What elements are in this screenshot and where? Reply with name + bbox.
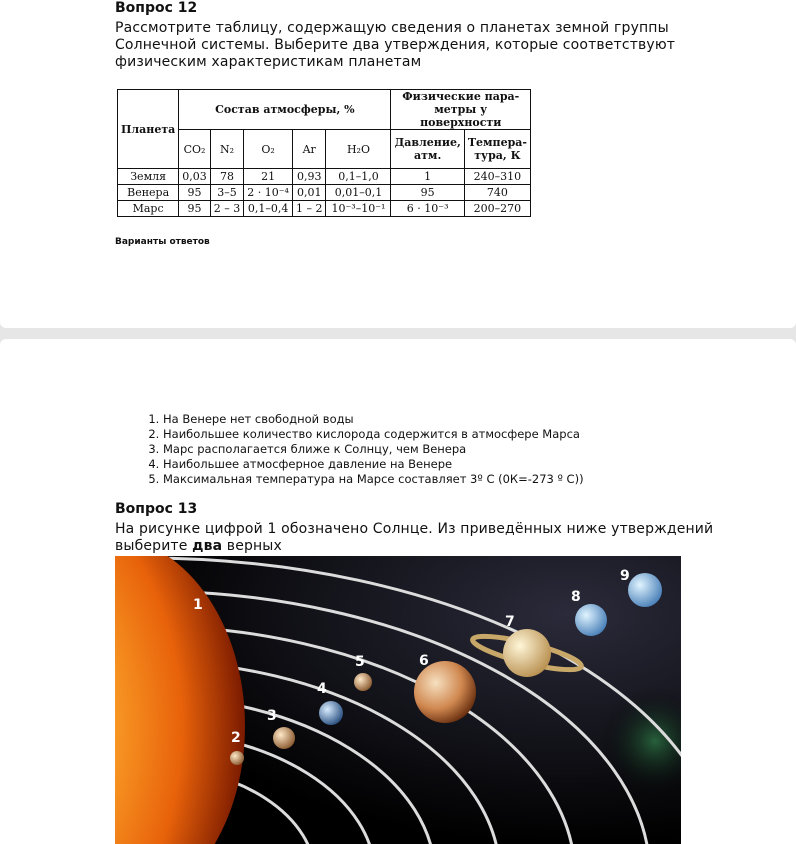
cell-ar: 0,93 <box>292 169 326 185</box>
table-row <box>118 201 531 217</box>
cell-h2o: 10⁻³–10⁻¹ <box>326 201 391 217</box>
question-13-text-part2: верных <box>222 538 282 554</box>
answer-option-5[interactable]: 5. Максимальная температура на Марсе составляет 3º С (0К=-273 º С)) <box>163 472 683 487</box>
col-header-o2: O₂ <box>244 130 293 169</box>
cell-temperature: 740 <box>464 185 530 201</box>
cell-ar: 1 – 2 <box>292 201 326 217</box>
answer-option-3[interactable]: 3. Марс располагается ближе к Солнцу, чем Венера <box>163 442 683 457</box>
label-6: 6 <box>419 653 429 669</box>
solar-system-illustration <box>115 556 681 844</box>
solar-system-image <box>115 556 681 844</box>
cell-h2o: 0,01–0,1 <box>326 185 391 201</box>
col-header-physical: Физические пара-метры у поверхности <box>391 90 531 130</box>
label-1: 1 <box>193 597 203 613</box>
cell-pressure: 95 <box>391 185 464 201</box>
cell-o2: 2 · 10⁻⁴ <box>244 185 293 201</box>
col-header-pressure: Давление, атм. <box>391 130 464 169</box>
planet-neptune <box>628 573 662 607</box>
cell-pressure: 6 · 10⁻³ <box>391 201 464 217</box>
cell-ar: 0,01 <box>292 185 326 201</box>
label-7: 7 <box>505 614 515 630</box>
cell-temperature: 200–270 <box>464 201 530 217</box>
col-header-planet: Планета <box>118 90 179 169</box>
label-9: 9 <box>620 568 630 584</box>
planet-mars <box>354 673 372 691</box>
cell-planet: Марс <box>118 201 179 217</box>
answer-options-label: Варианты ответов <box>115 237 210 247</box>
page-question-12 <box>0 0 796 328</box>
planet-jupiter <box>414 661 476 723</box>
cell-n2: 78 <box>210 169 244 185</box>
answer-option-2[interactable]: 2. Наибольшее количество кислорода содержится в атмосфере Марса <box>163 427 683 442</box>
question-12-text: Рассмотрите таблицу, содержащую сведения о планетах земной группы Солнечной системы. Выберите два утверждения, которые соответствуют физическим характеристикам планетам <box>115 20 676 70</box>
table-row <box>118 169 531 185</box>
answer-option-1[interactable]: 1. На Венере нет свободной воды <box>163 412 683 427</box>
label-2: 2 <box>231 730 241 746</box>
table-row <box>118 185 531 201</box>
col-header-co2: CO₂ <box>179 130 211 169</box>
col-header-h2o: H₂O <box>326 130 391 169</box>
planet-saturn <box>503 629 551 677</box>
planet-venus <box>273 727 295 749</box>
cell-temperature: 240–310 <box>464 169 530 185</box>
planet-uranus <box>575 604 607 636</box>
answer-option-4[interactable]: 4. Наибольшее атмосферное давление на Венере <box>163 457 683 472</box>
cell-o2: 0,1–0,4 <box>244 201 293 217</box>
col-header-atmosphere: Состав атмосферы, % <box>179 90 391 130</box>
label-8: 8 <box>571 589 581 605</box>
question-13-text-bold: два <box>192 538 223 554</box>
cell-co2: 95 <box>179 201 211 217</box>
label-5: 5 <box>355 654 365 670</box>
cell-n2: 3–5 <box>210 185 244 201</box>
page-question-13 <box>0 339 796 844</box>
label-4: 4 <box>317 681 327 697</box>
planet-earth <box>319 701 343 725</box>
planets-table <box>117 89 531 217</box>
answer-options-list <box>135 412 683 487</box>
label-3: 3 <box>267 708 277 724</box>
col-header-temperature: Темпера-тура, К <box>464 130 530 169</box>
cell-co2: 95 <box>179 185 211 201</box>
question-13-text-part1: На рисунке цифрой 1 обозначено Солнце. Из приведённых ниже утверждений выберите <box>115 521 714 554</box>
planet-mercury <box>230 751 244 765</box>
question-13-title: Вопрос 13 <box>115 501 198 517</box>
cell-o2: 21 <box>244 169 293 185</box>
cell-planet: Земля <box>118 169 179 185</box>
cell-h2o: 0,1–1,0 <box>326 169 391 185</box>
cell-pressure: 1 <box>391 169 464 185</box>
question-12-title: Вопрос 12 <box>115 0 198 16</box>
cell-co2: 0,03 <box>179 169 211 185</box>
col-header-ar: Ar <box>292 130 326 169</box>
col-header-n2: N₂ <box>210 130 244 169</box>
question-13-text <box>115 521 715 555</box>
cell-n2: 2 – 3 <box>210 201 244 217</box>
cell-planet: Венера <box>118 185 179 201</box>
